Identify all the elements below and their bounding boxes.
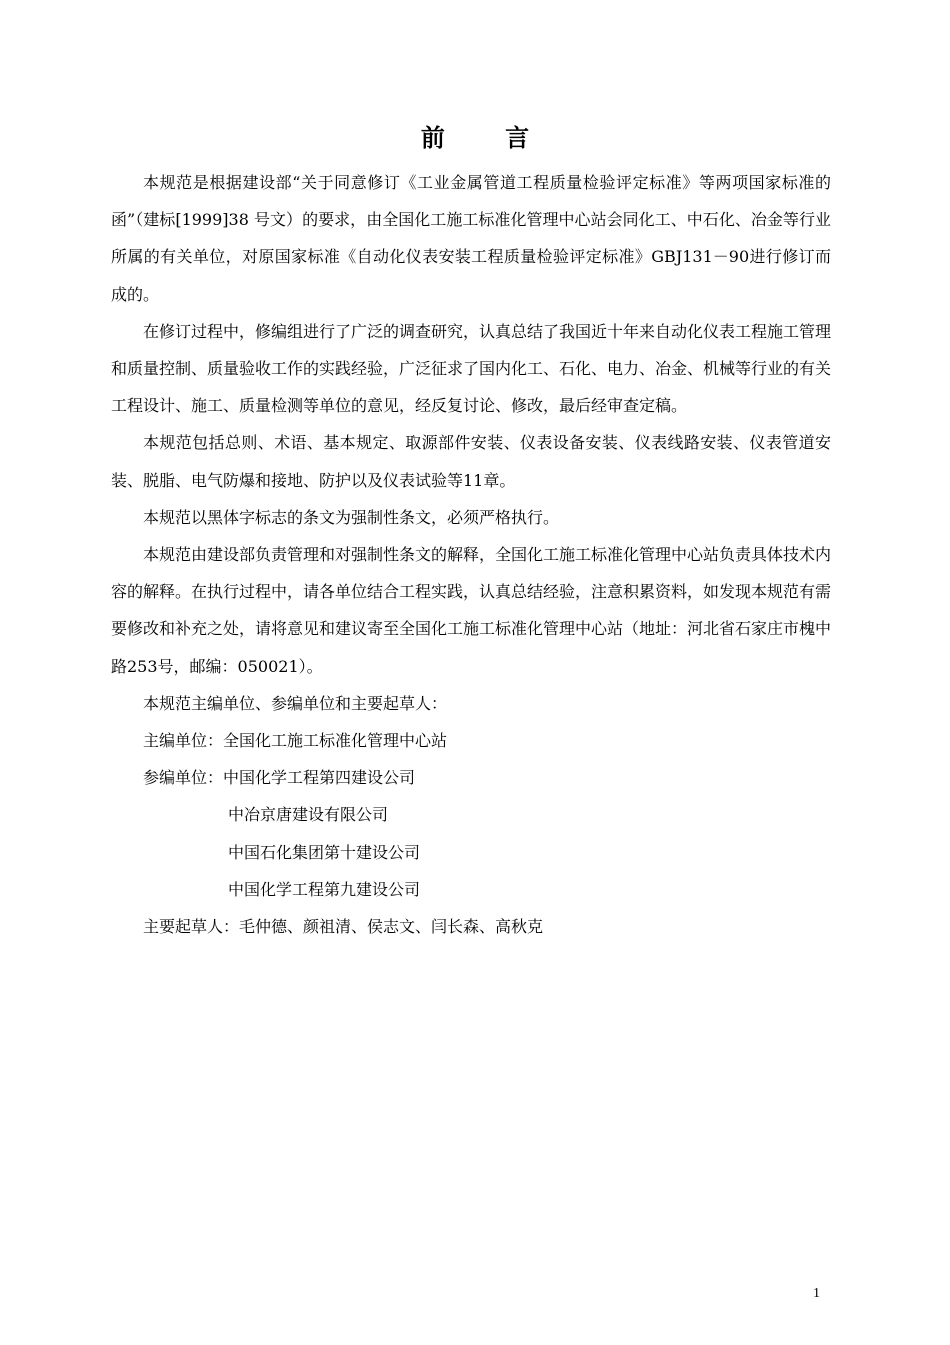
preface-paragraph-5: 本规范由建设部负责管理和对强制性条文的解释，全国化工施工标准化管理中心站负责具体技术内容的解释。在执行过程中，请各单位结合工程实践，认真总结经验，注意积累资料，如发现本规范有需要修改和补充之处，请将意见和建议寄至全国化工施工标准化管理中心站（地址：河北省石家庄市槐中路253号，邮编：050021）。 xyxy=(111,545,832,676)
participating-unit-3: 中国石化集团第十建设公司 xyxy=(228,842,421,862)
participating-unit-4: 中国化学工程第九建设公司 xyxy=(228,879,421,899)
preface-paragraph-3: 本规范包括总则、术语、基本规定、取源部件安装、仪表设备安装、仪表线路安装、仪表管道安装、脱脂、电气防爆和接地、防护以及仪表试验等11章。 xyxy=(111,433,831,490)
preface-paragraph-2: 在修订过程中，修编组进行了广泛的调查研究，认真总结了我国近十年来自动化仪表工程施工管理和质量控制、质量验收工作的实践经验，广泛征求了国内化工、石化、电力、冶金、机械等行业的有关工程设计、施工、质量检测等单位的意见，经反复讨论、修改，最后经审查定稿。 xyxy=(111,321,832,416)
preface-paragraph-4: 本规范以黑体字标志的条文为强制性条文，必须严格执行。 xyxy=(143,507,560,527)
units-intro: 本规范主编单位、参编单位和主要起草人： xyxy=(143,693,448,713)
chief-unit: 主编单位：全国化工施工标准化管理中心站 xyxy=(143,731,448,751)
preface-paragraph-1: 本规范是根据建设部“关于同意修订《工业金属管道工程质量检验评定标准》等两项国家标准的函”（建标[1999]38 号文）的要求，由全国化工施工标准化管理中心站会同化工、中石化、冶金等行业所属的有关单位，对原国家标准《自动化仪表安装工程质量检验评定标准》GBJ131－90进行修订而成的。 xyxy=(111,173,831,304)
main-drafters: 主要起草人：毛仲德、颜祖清、侯志文、闫长森、高秋克 xyxy=(143,917,544,937)
document-body xyxy=(111,164,831,945)
page-number: 1 xyxy=(813,1286,820,1301)
participating-unit-2: 中冶京唐建设有限公司 xyxy=(228,805,389,825)
participating-unit-1: 参编单位：中国化学工程第四建设公司 xyxy=(143,768,416,788)
page-title: 前 言 xyxy=(420,124,556,152)
